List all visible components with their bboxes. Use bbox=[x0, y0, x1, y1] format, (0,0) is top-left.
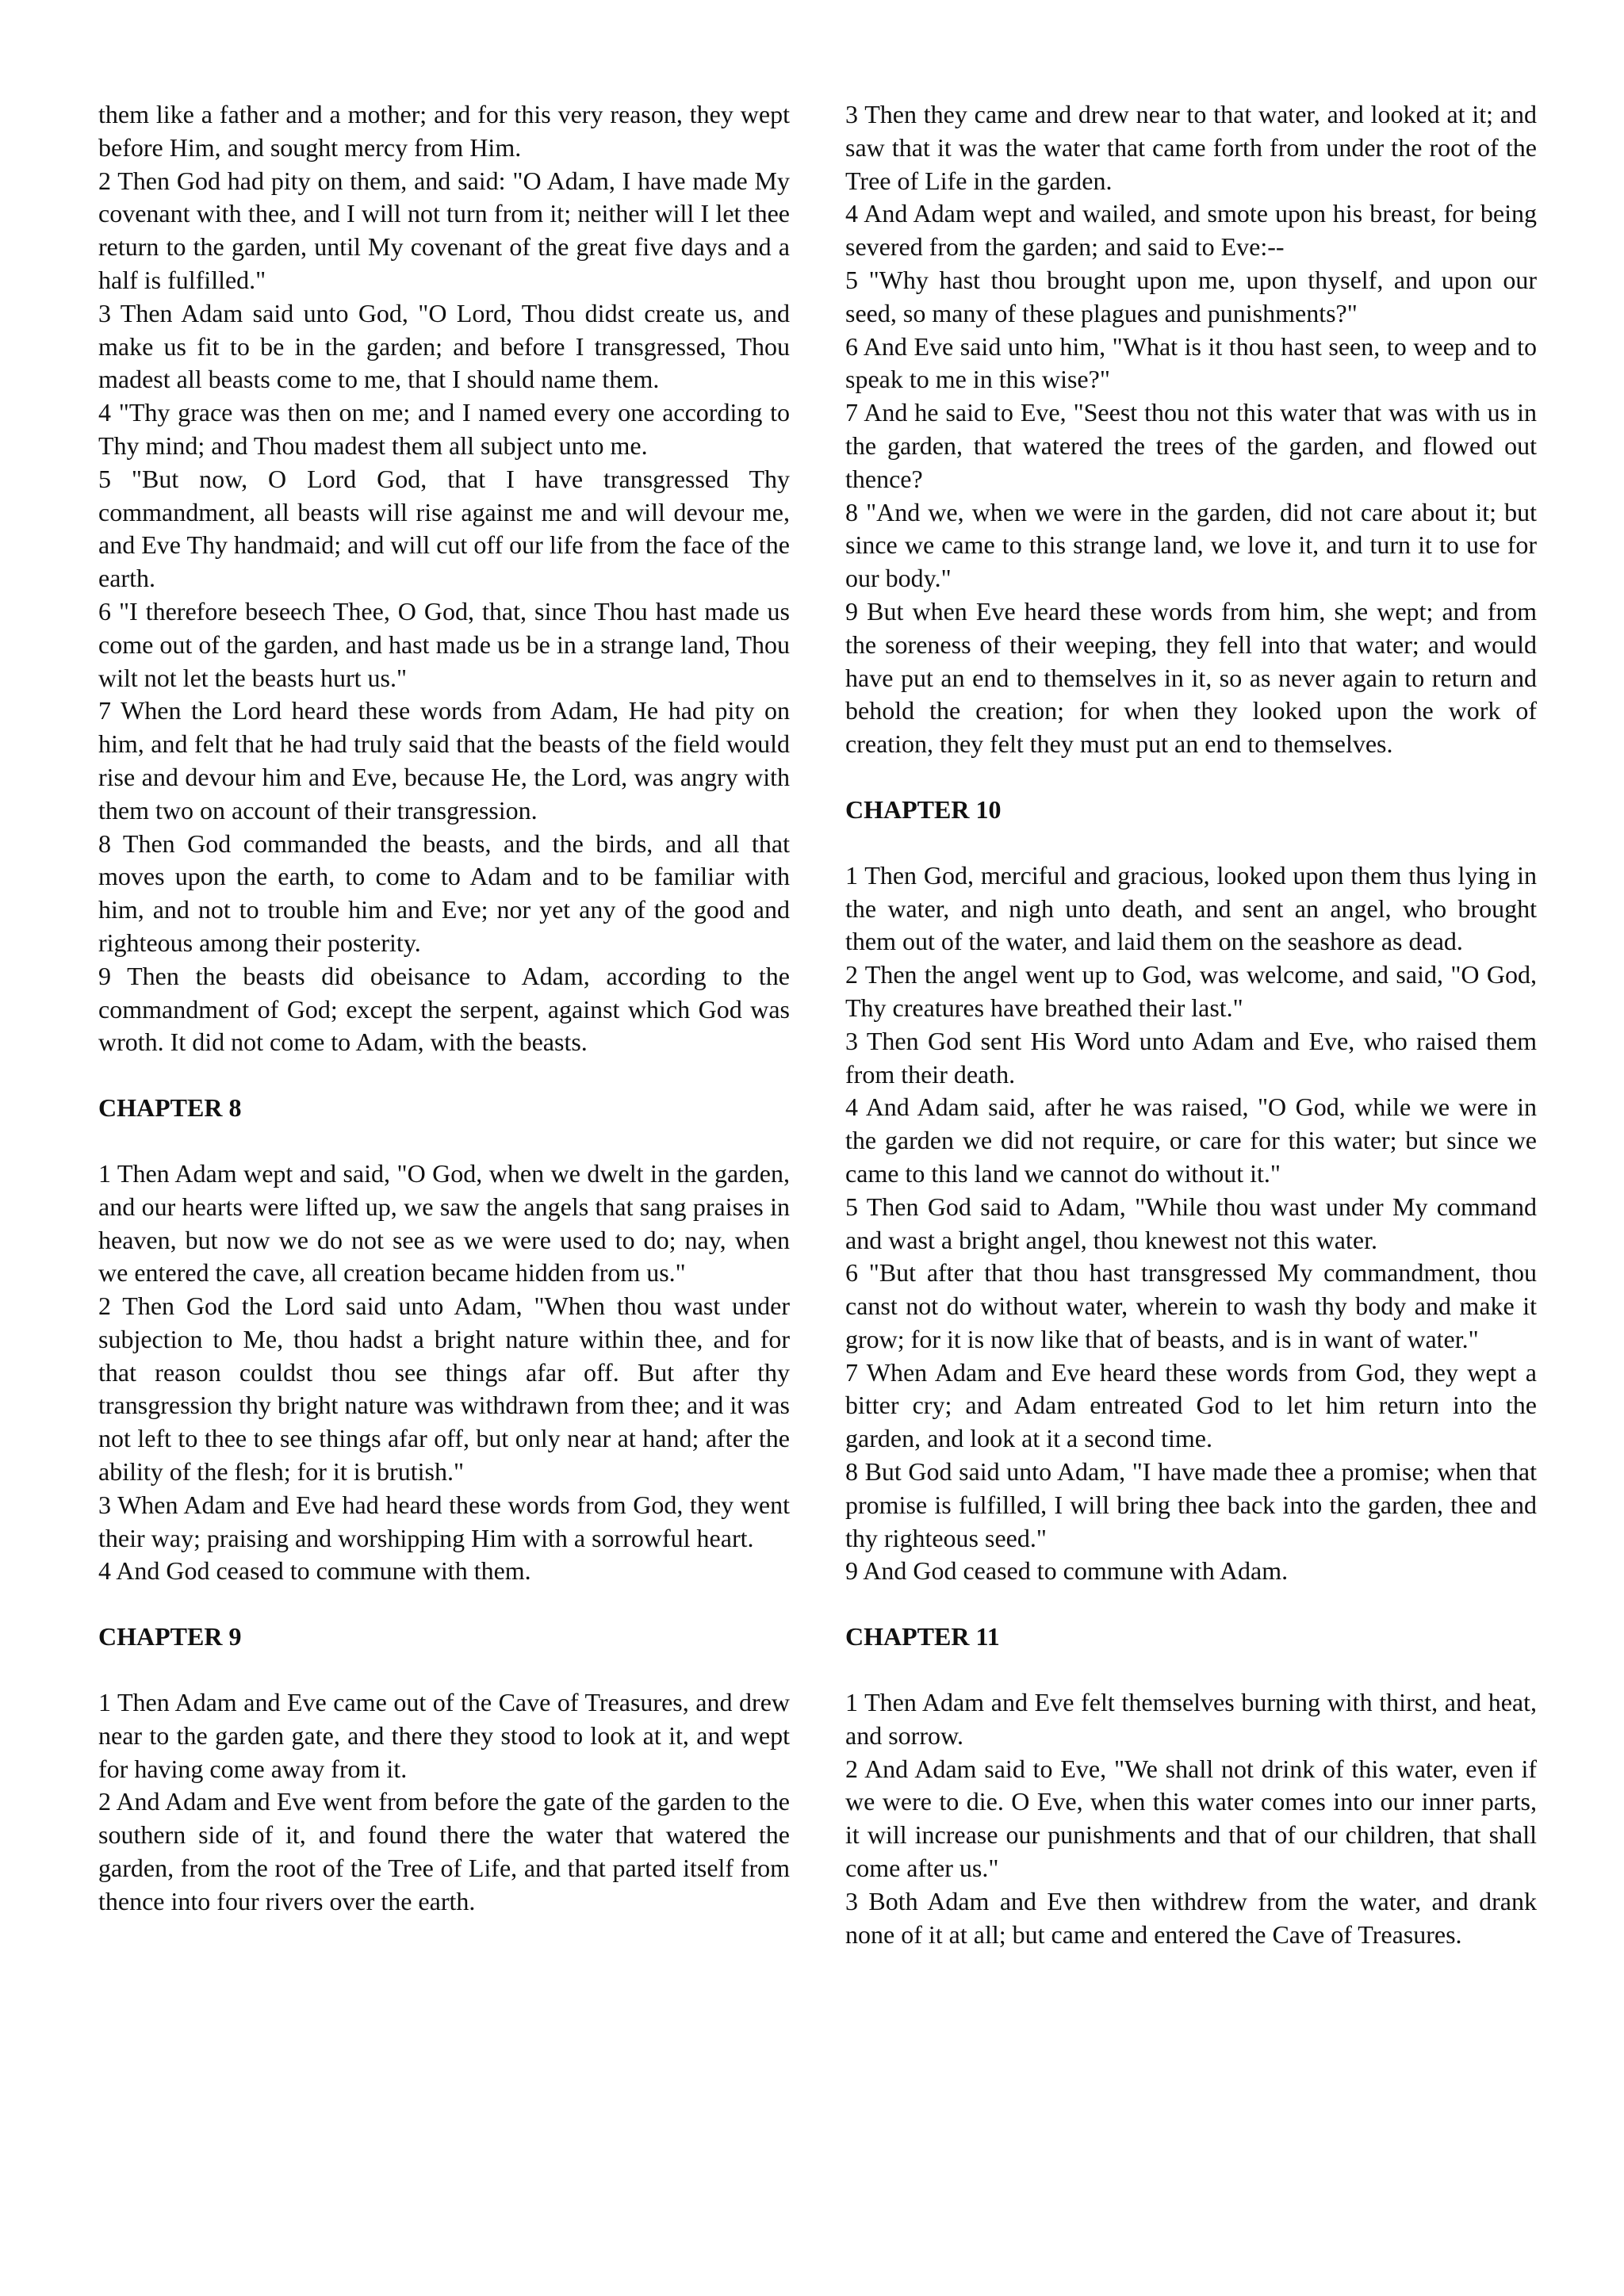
verse-paragraph: 3 Then Adam said unto God, "O Lord, Thou didst create us, and make us fit to be in the garden; and before I transgressed, Thou madest all beasts come to me, that I should name them. bbox=[98, 298, 790, 394]
right-text-column bbox=[845, 98, 1537, 1951]
verse-paragraph: 1 Then Adam and Eve came out of the Cave of Treasures, and drew near to the garden gate, and there they stood to look at it, and wept for having come away from it. bbox=[98, 1688, 790, 1783]
verse-paragraph: 9 But when Eve heard these words from him, she wept; and from the soreness of their weeping, they fell into that water; and would have put an end to themselves in it, so as never again to return and behold the creation; for when they looked upon the work of creation, they felt they must put an end to themselves. bbox=[845, 596, 1537, 759]
verse-paragraph: 9 Then the beasts did obeisance to Adam, according to the commandment of God; except the serpent, against which God was wroth. It did not come to Adam, with the beasts. bbox=[98, 961, 790, 1057]
verse-paragraph: 6 "I therefore beseech Thee, O God, that, since Thou hast made us come out of the garden, and hast made us be in a strange land, Thou wilt not let the beasts hurt us." bbox=[98, 596, 790, 692]
verse-paragraph: 5 "Why hast thou brought upon me, upon thyself, and upon our seed, so many of these plagues and punishments?" bbox=[845, 265, 1537, 327]
verse-paragraph: 1 Then God, merciful and gracious, looked upon them thus lying in the water, and nigh unto death, and sent an angel, who brought them out of the water, and laid them on the seashore as dead. bbox=[845, 860, 1537, 956]
verse-paragraph: 4 And Adam said, after he was raised, "O God, while we were in the garden we did not require, or care for this water; but since we came to this land we cannot do without it." bbox=[845, 1093, 1537, 1188]
verse-paragraph: 3 Then they came and drew near to that water, and looked at it; and saw that it was the water that came forth from under the root of the Tree of Life in the garden. bbox=[845, 100, 1537, 195]
verse-paragraph: 4 And God ceased to commune with them. bbox=[98, 1556, 531, 1586]
verse-paragraph: 5 Then God said to Adam, "While thou wast under My command and wast a bright angel, thou knewest not this water. bbox=[845, 1192, 1537, 1254]
verse-paragraph: 2 And Adam and Eve went from before the gate of the garden to the southern side of it, and found there the water that watered the garden, from the root of the Tree of Life, and that parted itself from thence into four rivers over the earth. bbox=[98, 1787, 790, 1915]
verse-paragraph: 9 And God ceased to commune with Adam. bbox=[845, 1556, 1289, 1586]
chapter-heading: CHAPTER 8 bbox=[98, 1093, 242, 1123]
verse-paragraph: 2 Then God the Lord said unto Adam, "When thou wast under subjection to Me, thou hadst a bright nature within thee, and for that reason couldst thou see things afar off. But after thy transgression thy bright nature was withdrawn from thee; and it was not left to thee to see things afar off, but only near at hand; after the ability of the flesh; for it is brutish." bbox=[98, 1292, 790, 1487]
verse-paragraph: 8 "And we, when we were in the garden, did not care about it; but since we came to this strange land, we love it, and turn it to use for our body." bbox=[845, 497, 1537, 593]
verse-paragraph: 2 Then the angel went up to God, was welcome, and said, "O God, Thy creatures have breathed their last." bbox=[845, 960, 1537, 1022]
verse-paragraph: 7 When the Lord heard these words from Adam, He had pity on him, and felt that he had truly said that the beasts of the field would rise and devour him and Eve, because He, the Lord, was angry with them two on account of their transgression. bbox=[98, 696, 790, 825]
left-text-column bbox=[98, 98, 790, 1919]
verse-paragraph: 3 When Adam and Eve had heard these words from God, they went their way; praising and worshipping Him with a sorrowful heart. bbox=[98, 1490, 790, 1552]
chapter-heading: CHAPTER 9 bbox=[98, 1622, 242, 1651]
verse-paragraph: 2 And Adam said to Eve, "We shall not drink of this water, even if we were to die. O Eve, when this water comes into our inner parts, it will increase our punishments and that of our children, that shall come after us." bbox=[845, 1754, 1537, 1883]
verse-paragraph: 6 And Eve said unto him, "What is it thou hast seen, to weep and to speak to me in this wise?" bbox=[845, 331, 1537, 394]
chapter-heading: CHAPTER 10 bbox=[845, 794, 1002, 824]
verse-paragraph: 2 Then God had pity on them, and said: "O Adam, I have made My covenant with thee, and I will not turn from it; neither will I let thee return to the garden, until My covenant of the great five days and a half is fulfilled." bbox=[98, 166, 790, 294]
verse-paragraph: 3 Then God sent His Word unto Adam and Eve, who raised them from their death. bbox=[845, 1026, 1537, 1089]
chapter-heading: CHAPTER 11 bbox=[845, 1622, 1000, 1651]
verse-paragraph: 5 "But now, O Lord God, that I have transgressed Thy commandment, all beasts will rise against me and will devour me, and Eve Thy handmaid; and will cut off our life from the face of the earth. bbox=[98, 464, 790, 593]
verse-paragraph: 1 Then Adam wept and said, "O God, when we dwelt in the garden, and our hearts were lifted up, we saw the angels that sang praises in heaven, but now we do not see as we were used to do; nay, when we entered the cave, all creation became hidden from us." bbox=[98, 1158, 790, 1288]
verse-paragraph: 8 Then God commanded the beasts, and the birds, and all that moves upon the earth, to come to Adam and to be familiar with him, and not to trouble him and Eve; nor yet any of the good and righteous among their posterity. bbox=[98, 828, 790, 957]
verse-paragraph: them like a father and a mother; and for this very reason, they wept before Him, and sought mercy from Him. bbox=[98, 100, 790, 162]
verse-paragraph: 8 But God said unto Adam, "I have made thee a promise; when that promise is fulfilled, I will bring thee back into the garden, thee and thy righteous seed." bbox=[845, 1457, 1537, 1552]
verse-paragraph: 6 "But after that thou hast transgressed My commandment, thou canst not do without water, wherein to wash thy body and make it grow; for it is now like that of beasts, and is in want of water." bbox=[845, 1258, 1537, 1353]
verse-paragraph: 1 Then Adam and Eve felt themselves burning with thirst, and heat, and sorrow. bbox=[845, 1688, 1537, 1750]
verse-paragraph: 3 Both Adam and Eve then withdrew from the water, and drank none of it at all; but came and entered the Cave of Treasures. bbox=[845, 1886, 1537, 1949]
verse-paragraph: 4 And Adam wept and wailed, and smote upon his breast, for being severed from the garden; and said to Eve:-- bbox=[845, 199, 1537, 262]
verse-paragraph: 7 And he said to Eve, "Seest thou not this water that was with us in the garden, that watered the trees of the garden, and flowed out thence? bbox=[845, 398, 1537, 493]
verse-paragraph: 7 When Adam and Eve heard these words from God, they wept a bitter cry; and Adam entreated God to let him return into the garden, and look at it a second time. bbox=[845, 1357, 1537, 1453]
verse-paragraph: 4 "Thy grace was then on me; and I named every one according to Thy mind; and Thou madest them all subject unto me. bbox=[98, 398, 790, 460]
